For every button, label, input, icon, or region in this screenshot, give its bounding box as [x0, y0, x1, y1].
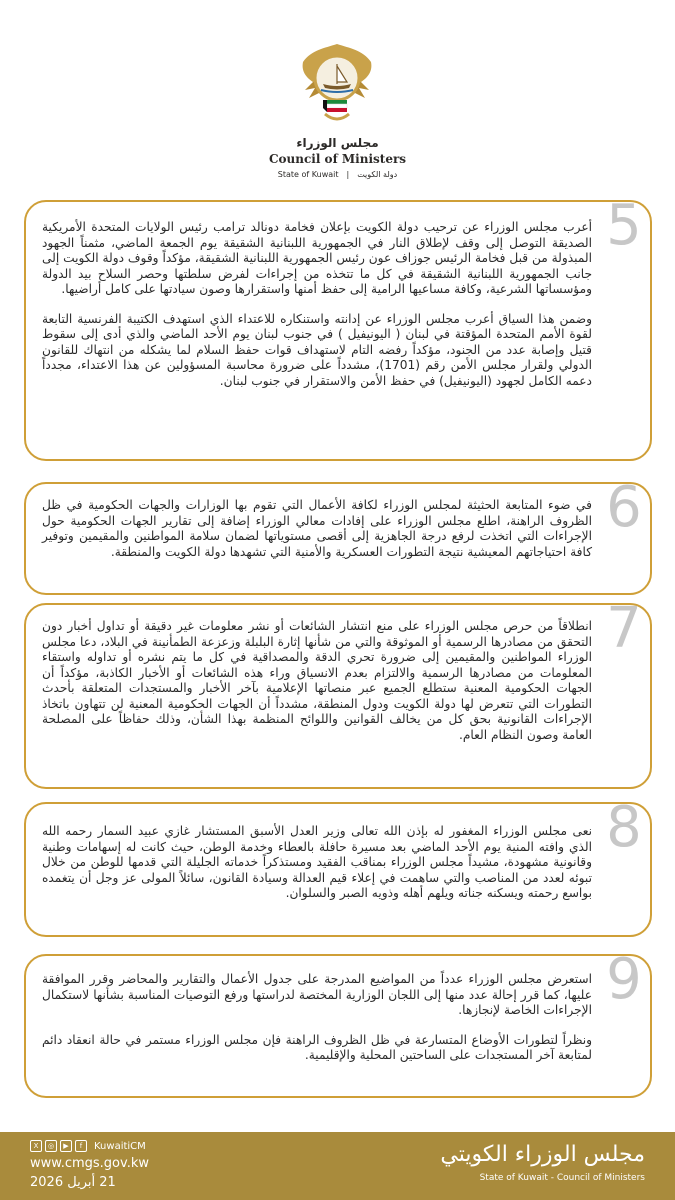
item-paragraph: انطلاقاً من حرص مجلس الوزراء على منع انتشار الشائعات أو نشر معلومات غير دقيقة أو تداول أخبار دون التحقق من مصادرها الرسمية أو الموثوقة والتي من شأنها إثارة البلبلة وزعزعة الطمأنينة في البلاد، دعا مجلس الوزراء المواطنين والمقيمين إلى ضرورة تحري الدقة والمصداقية في كل ما يتم نشره أو تداوله واستقاء المعلومات من مصادرها الرسمية والالتزام بعدم الانسياق وراء هذه الشائعات أو الأخبار الكاذبة، مؤكداً أن الجهات الحكومية المعنية ستطلع الجميع عبر منصاتها الإعلامية بآخر الأخبار والمستجدات المتعلقة بأحدث التطورات التي تتعرض لها دولة الكويت ودول المنطقة، مشدداً أن الجهات الحكومية المعنية لن تتهاون باتخاذ الإجراءات القانونية بحق كل من يخالف القوانين واللوائح المنظمة بهذا الشأن، وذلك حفاظاً على المصلحة العامة وصون النظام العام. [42, 619, 592, 742]
item-paragraph: ونظراً لتطورات الأوضاع المتسارعة في ظل الظروف الراهنة فإن مجلس الوزراء مستمر في حالة انعقاد دائم لمتابعة آخر المستجدات على الساحتين المحلية والإقليمية. [42, 1032, 592, 1062]
item-card-5 [24, 193, 652, 461]
item-text [42, 824, 592, 902]
facebook-icon[interactable]: f [75, 1140, 87, 1152]
item-text [42, 498, 592, 560]
social-handle[interactable]: KuwaitiCM [94, 1140, 146, 1152]
website-link[interactable]: www.cmgs.gov.kw [30, 1156, 149, 1171]
item-paragraph: أعرب مجلس الوزراء عن ترحيب دولة الكويت بإعلان فخامة دونالد ترامب رئيس الولايات المتحدة الأمريكية الصديقة التوصل إلى وقف لإطلاق النار في الجمهورية اللبنانية الشقيقة يوم الجمعة الماضي، مثمناً الجهود المبذولة من قبل فخامة الرئيس جوزاف عون رئيس الجمهورية اللبنانية الشقيقة، مؤكداً وقوف دولة الكويت إلى جانب الجمهورية اللبنانية الشقيقة في كل ما تتخذه من إجراءات لفرض سلطتها وحصر السلاح بيد الدولة ومؤسساتها الشرعية، وكافة مساعيها الرامية إلى حفظ أمنها واستقرارها وصون سيادتها على كامل أراضيها. [42, 220, 592, 296]
header-subtitle [0, 170, 675, 179]
header [0, 0, 675, 200]
state-arabic: دولة الكويت [357, 170, 398, 179]
item-paragraph: في ضوء المتابعة الحثيثة لمجلس الوزراء لكافة الأعمال التي تقوم بها الوزارات والجهات الحكومية في ظل الظروف الراهنة، اطلع مجلس الوزراء على إفادات معالي الوزراء إضافة إلى تقارير الجهات الحكومية حول الإجراءات التي اتخذت لرفع درجة الجاهزية إلى أقصى مستوياتها لضمان سلامة المواطنين والمقيمين وتوفير كافة احتياجاتهم المعيشية نتيجة التطورات العسكرية والأمنية التي تشهدها دولة الكويت والمنطقة. [42, 498, 592, 559]
header-arabic-title: مجلس الوزراء [296, 136, 379, 150]
item-number: 9 [606, 947, 642, 1012]
item-card-8 [24, 795, 652, 937]
item-text [42, 972, 592, 1064]
publish-date: 21 أبريل 2026 [30, 1175, 116, 1190]
item-number: 6 [606, 475, 642, 540]
item-number: 5 [606, 193, 642, 258]
kuwait-emblem-icon [295, 38, 379, 130]
item-number: 7 [606, 596, 642, 661]
footer-contact [30, 1140, 149, 1190]
item-text [42, 619, 592, 743]
state-english: State of Kuwait [277, 170, 339, 179]
item-paragraph: نعى مجلس الوزراء المغفور له بإذن الله تعالى وزير العدل الأسبق المستشار غازي عبيد السمار رحمه الله الذي وافته المنية يوم الأحد الماضي بعد مسيرة حافلة بالعطاء وخدمة الوطن، حيث كانت له إسهامات وطنية وقانونية مشهودة، مشيداً مجلس الوزراء بمناقب الفقيد ومستذكراً خدماته الجليلة التي قدمها للوطن من خلال تبوئه لعدد من المناصب والتي ساهمت في إعلاء قيم العدالة وسيادة القانون، سائلاً المولى عز وجل أن يتغمده بواسع رحمته ويسكنه جناته ويلهم أهله وذويه الصبر والسلوان. [42, 824, 592, 900]
social-links [30, 1140, 149, 1152]
youtube-icon[interactable]: ▶ [60, 1140, 72, 1152]
item-card-6 [24, 475, 652, 595]
x-icon[interactable]: X [30, 1140, 42, 1152]
item-text [42, 220, 592, 389]
header-english-title: Council of Ministers [268, 152, 407, 166]
footer [0, 1132, 675, 1200]
item-card-7 [24, 596, 652, 789]
item-number: 8 [606, 795, 642, 860]
instagram-icon[interactable]: ◎ [45, 1140, 57, 1152]
footer-arabic-name: مجلس الوزراء الكويتي [440, 1142, 645, 1167]
footer-branding [440, 1142, 645, 1183]
separator: | [346, 170, 350, 179]
item-paragraph: استعرض مجلس الوزراء عدداً من المواضيع المدرجة على جدول الأعمال والتقارير والمحاضر وقرر الموافقة عليها، كما قرر إحالة عدد منها إلى اللجان الوزارية المختصة لدراستها ورفع التوصيات المناسبة بشأنها لاستكمال الإجراءات الخاصة لإنجازها. [42, 972, 592, 1017]
item-card-9 [24, 947, 652, 1098]
item-paragraph: وضمن هذا السياق أعرب مجلس الوزراء عن إدانته واستنكاره للاعتداء الذي استهدف الكتيبة الفرنسية التابعة لقوة الأمم المتحدة المؤقتة في لبنان ( اليونيفيل ) في جنوب لبنان يوم الأحد الماضي والذي أدى إلى سقوط قتيل وإصابة عدد من الجنود، مؤكداً رفضه التام لاستهداف قوات حفظ السلام لما يشكله من انتهاك للقانون الدولي ولقرار مجلس الأمن رقم (1701)، مشدداً على ضرورة محاسبة المسؤولين عن هذا الاعتداء، مجدداً دعمه الكامل لجهود (اليونيفيل) في حفظ الأمن والاستقرار في جنوب لبنان. [42, 311, 592, 388]
footer-english-name: State of Kuwait - Council of Ministers [479, 1173, 645, 1183]
